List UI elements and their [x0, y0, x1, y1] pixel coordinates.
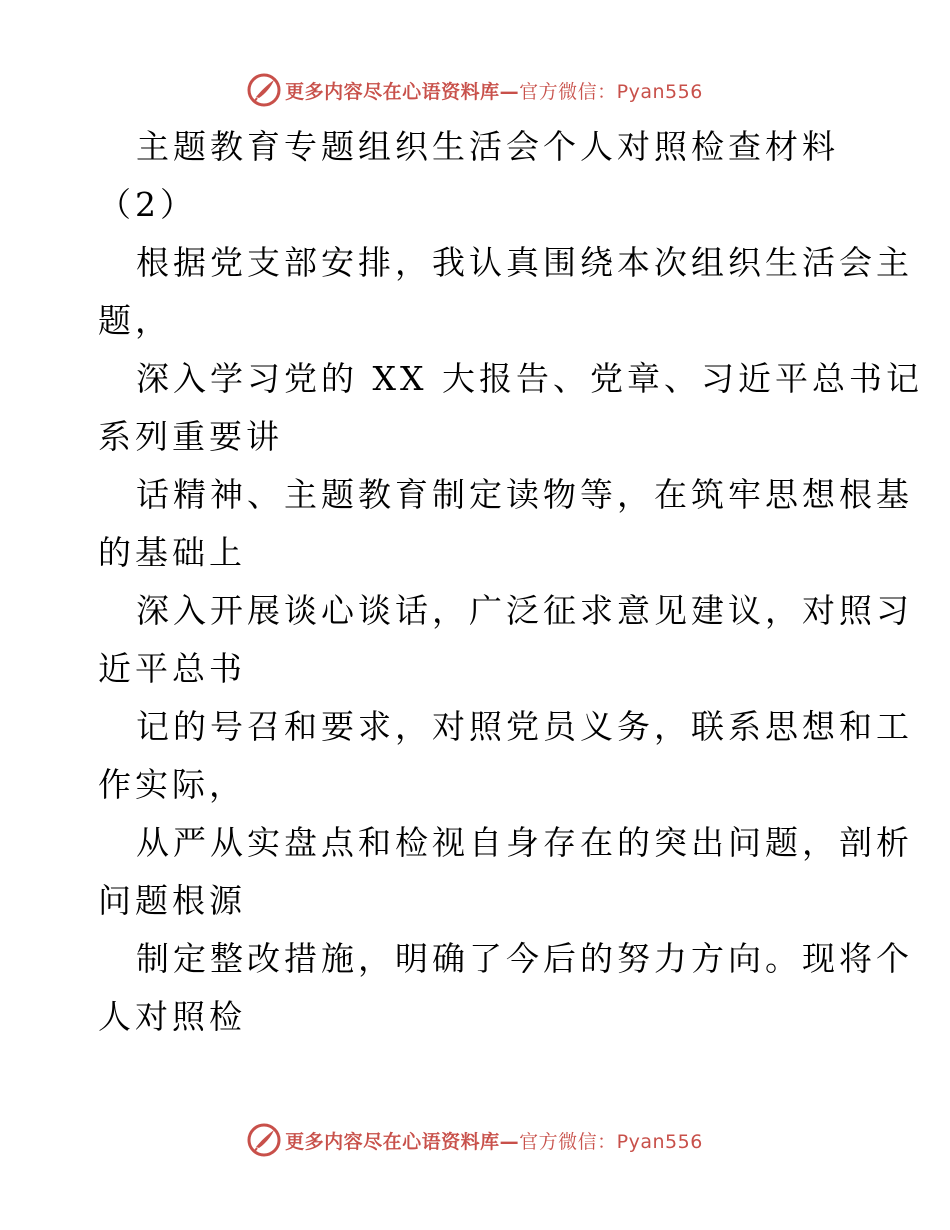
paragraph-line: 深入学习党的 XX 大报告、党章、习近平总书记 [136, 359, 923, 398]
header-watermark-banner [0, 70, 950, 110]
paragraph-line: 人对照检 [98, 997, 246, 1036]
quill-pen-logo-icon [247, 1123, 281, 1157]
paragraph-line: 题， [98, 301, 172, 340]
paragraph-line: 系列重要讲 [98, 417, 283, 456]
paragraph-line: 记的号召和要求，对照党员义务，联系思想和工 [136, 707, 913, 746]
document-title-number: （2） [98, 185, 197, 224]
paragraph-line: 制定整改措施，明确了今后的努力方向。现将个 [136, 939, 913, 978]
paragraph-line: 深入开展谈心谈话，广泛征求意见建议，对照习 [136, 591, 913, 630]
paragraph-line: 的基础上 [98, 533, 246, 572]
banner-brand-text: 更多内容尽在心语资料库—官方微信：Pyan556 [285, 80, 703, 103]
paragraph-line: 话精神、主题教育制定读物等，在筑牢思想根基 [136, 475, 913, 514]
banner-wechat-text: 官方微信：Pyan556 [519, 80, 703, 103]
paragraph-line: 根据党支部安排，我认真围绕本次组织生活会主 [136, 243, 913, 282]
quill-pen-logo-icon [247, 73, 281, 107]
banner-brand-text: 更多内容尽在心语资料库—官方微信：Pyan556 [285, 1130, 703, 1153]
paragraph-line: 作实际， [98, 765, 246, 804]
paragraph-line: 近平总书 [98, 649, 246, 688]
paragraph-line: 问题根源 [98, 881, 246, 920]
banner-wechat-text: 官方微信：Pyan556 [519, 1130, 703, 1153]
paragraph-line: 从严从实盘点和检视自身存在的突出问题，剖析 [136, 823, 913, 862]
document-title: 主题教育专题组织生活会个人对照检查材料 [136, 127, 839, 166]
footer-watermark-banner [0, 1120, 950, 1160]
document-body [98, 118, 923, 1046]
